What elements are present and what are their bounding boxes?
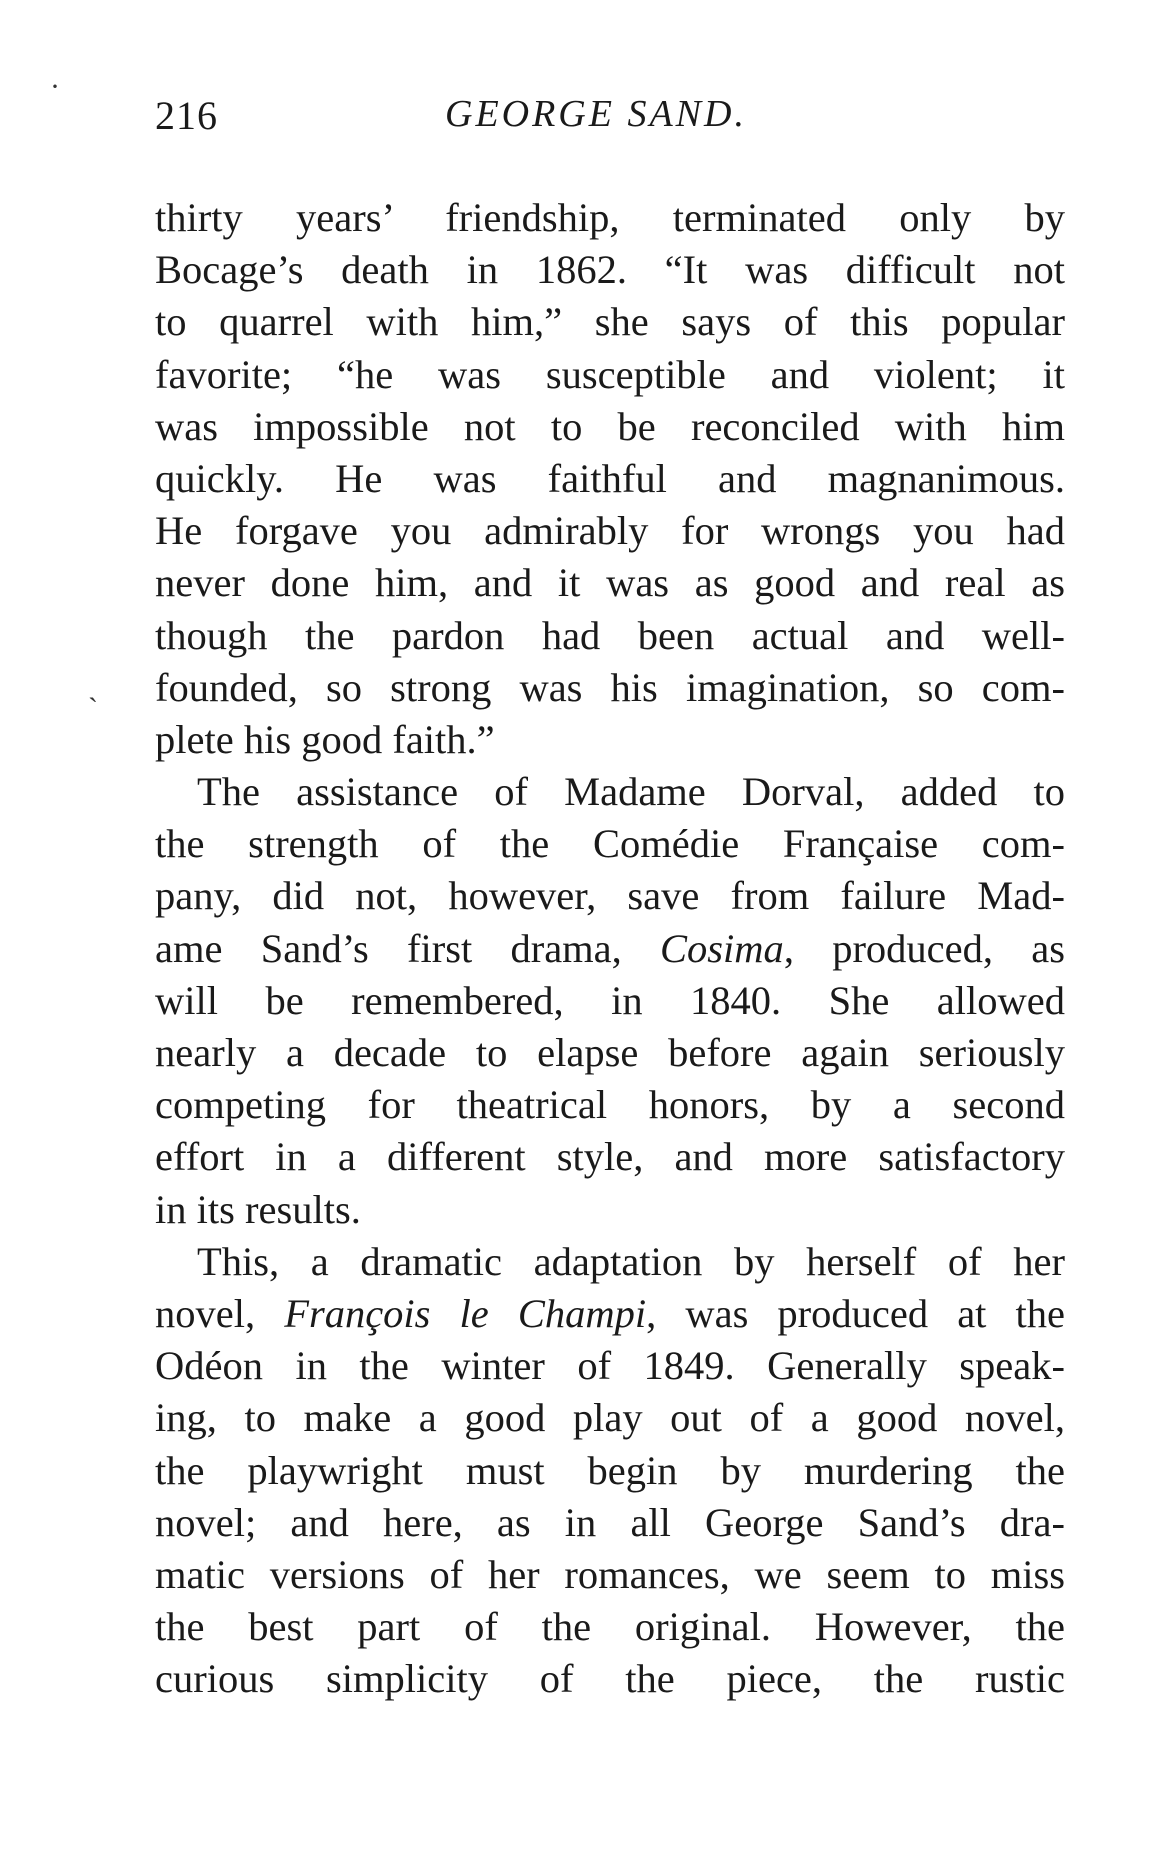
text-line: quickly. He was faithful and magnanimous. <box>155 455 1065 501</box>
text-line: He forgave you admirably for wrongs you had <box>155 508 1065 554</box>
stray-mark-dot: · <box>50 70 60 103</box>
text-line: ame Sand’s first drama, Cosima, produced, as <box>155 925 1065 971</box>
text-line: plete his good faith.” <box>155 716 495 762</box>
text-line: This, a dramatic adaptation by herself of her <box>197 1238 1065 1284</box>
text-line: was impossible not to be reconciled with him <box>155 403 1065 449</box>
text-line: never done him, and it was as good and real as <box>155 560 1065 606</box>
page-body <box>155 192 1065 1705</box>
text-line: the best part of the original. However, the <box>155 1604 1065 1650</box>
text-line: Odéon in the winter of 1849. Generally speak- <box>155 1343 1065 1389</box>
text-line: novel; and here, as in all George Sand’s dra- <box>155 1499 1065 1545</box>
text-line: the strength of the Comédie Française com- <box>155 821 1065 867</box>
text-line: pany, did not, however, save from failure Mad- <box>155 873 1065 919</box>
text-line: to quarrel with him,” she says of this popular <box>155 299 1065 345</box>
text-line: matic versions of her romances, we seem to miss <box>155 1551 1065 1597</box>
page-number: 216 <box>155 93 218 138</box>
text-line: thirty years’ friendship, terminated only by <box>155 195 1065 240</box>
text-line: ing, to make a good play out of a good novel, <box>155 1395 1065 1441</box>
text-line: the playwright must begin by murdering the <box>155 1447 1065 1493</box>
text-line: founded, so strong was his imagination, so com- <box>155 664 1065 710</box>
text-line: nearly a decade to elapse before again seriously <box>155 1030 1065 1075</box>
text-line: Bocage’s death in 1862. “It was difficult not <box>155 247 1065 293</box>
text-line: novel, François le Champi, was produced at the <box>155 1290 1065 1336</box>
text-line: favorite; “he was susceptible and violent; it <box>155 351 1065 397</box>
text-line: effort in a different style, and more satisfactory <box>155 1134 1065 1180</box>
stray-mark-tick: ˋ <box>88 692 98 725</box>
running-header <box>155 92 1065 152</box>
text-line: curious simplicity of the piece, the rustic <box>155 1656 1065 1702</box>
text-line: will be remembered, in 1840. She allowed <box>155 977 1065 1023</box>
text-line: The assistance of Madame Dorval, added to <box>197 769 1065 815</box>
text-line: though the pardon had been actual and well- <box>155 612 1065 658</box>
text-line: competing for theatrical honors, by a second <box>155 1082 1065 1128</box>
running-title: GEORGE SAND. <box>445 93 747 135</box>
text-line: in its results. <box>155 1186 361 1232</box>
